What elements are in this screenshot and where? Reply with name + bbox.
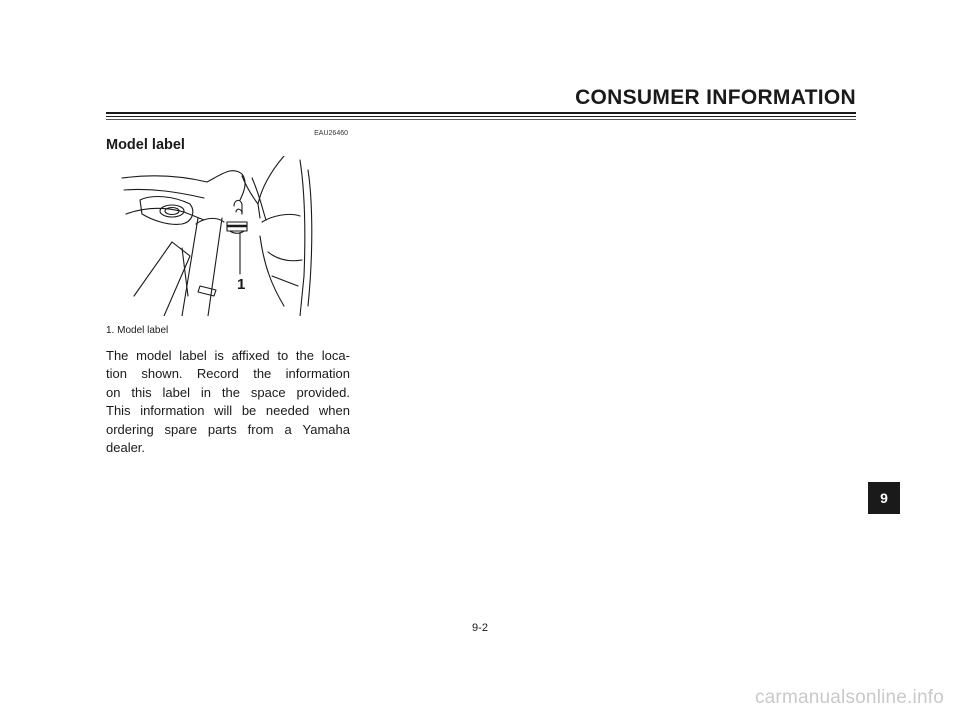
body-line: [106, 347, 350, 365]
body-word: affixed: [231, 348, 270, 363]
body-word: this: [131, 384, 152, 400]
body-word: information: [285, 366, 350, 382]
body-word: label: [162, 384, 190, 400]
body-word: from: [247, 421, 274, 437]
body-word: the: [295, 348, 314, 363]
body-word: provided.: [296, 384, 350, 400]
body-word: label: [179, 348, 207, 363]
body-word: the: [221, 384, 240, 400]
page-header-title: CONSUMER INFORMATION: [575, 86, 856, 109]
body-line: [106, 365, 350, 383]
body-word: be: [241, 403, 257, 419]
section-heading: Model label: [106, 137, 185, 153]
body-line: [106, 402, 350, 420]
chapter-tab[interactable]: 9: [868, 482, 900, 514]
figure-caption: 1. Model label: [106, 325, 169, 336]
body-word: spare: [164, 421, 198, 437]
body-word: space: [250, 384, 286, 400]
model-label-illustration: [112, 156, 338, 316]
body-word: shown.: [141, 366, 183, 382]
body-word: needed: [265, 403, 310, 419]
body-word: is: [214, 348, 224, 363]
body-word: loca-: [321, 348, 350, 363]
body-line: dealer.: [106, 440, 146, 456]
body-word: parts: [207, 421, 237, 437]
body-word: tion: [106, 366, 127, 382]
body-word: a: [284, 421, 292, 437]
body-word: model: [136, 348, 172, 363]
page-number: 9-2: [472, 622, 488, 634]
header-rule: [106, 119, 856, 120]
body-word: will: [214, 403, 233, 419]
body-word: on: [106, 384, 121, 400]
document-code: EAU26460: [314, 130, 348, 137]
header-rule: [106, 112, 856, 114]
body-word: information: [140, 403, 205, 419]
body-word: when: [318, 403, 350, 419]
body-word: in: [200, 384, 212, 400]
body-word: The: [106, 348, 129, 363]
body-paragraph: [106, 347, 350, 457]
body-line: [106, 421, 350, 439]
body-word: to: [277, 348, 289, 363]
figure-callout-number: 1: [237, 276, 246, 293]
body-word: This: [106, 403, 131, 419]
body-word: ordering: [106, 421, 154, 437]
body-word: the: [253, 366, 272, 382]
header-rule: [106, 116, 856, 117]
watermark: carmanualsonline.info: [754, 687, 944, 708]
body-line: [106, 384, 350, 402]
body-word: Yamaha: [302, 421, 350, 437]
body-word: Record: [196, 366, 239, 382]
